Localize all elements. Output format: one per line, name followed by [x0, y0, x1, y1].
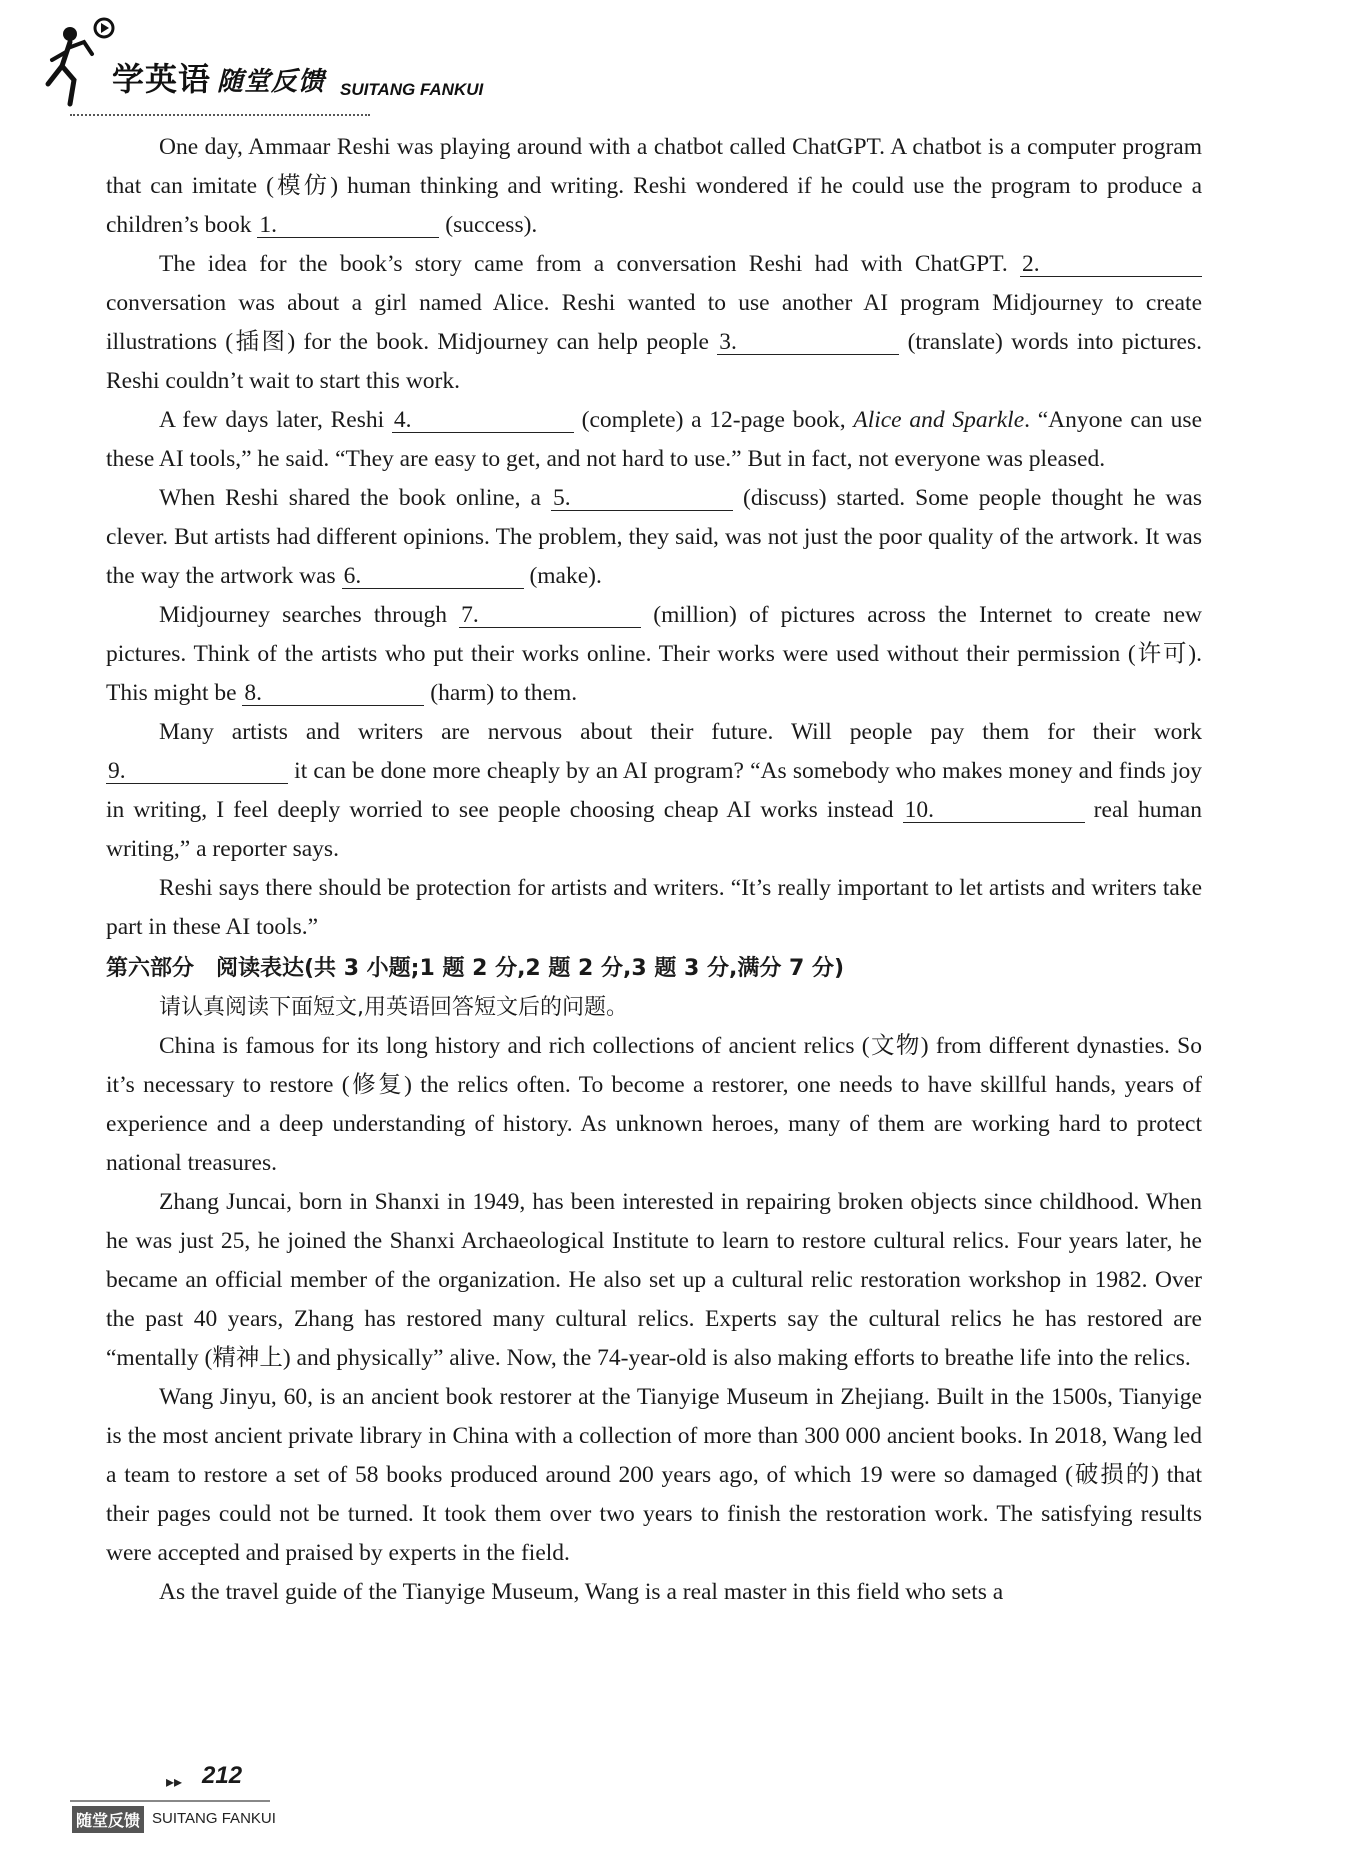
footer-label: SUITANG FANKUI [152, 1810, 276, 1827]
paragraph-text: When Reshi shared the book online, a [159, 485, 551, 511]
paragraph-text: A few days later, Reshi [159, 407, 392, 433]
paragraph-text: (harm) to them. [424, 680, 578, 706]
paragraph-text: it can be done more cheaply by an AI program? “As somebody who makes money and finds joy in writing, I feel deeply worried to see people choosing cheap AI works instead [106, 758, 1202, 823]
arrow-icon: ▸▸ [166, 1772, 183, 1791]
paragraph-text: . “Anyone can use these AI tools,” he said. “They are easy to get, and not hard to use.” But in fact, not everyone was pleased. [106, 407, 1202, 472]
reading-passage [106, 1027, 1202, 1612]
paragraph-text: (complete) a 12-page book, [573, 407, 854, 433]
paragraph-text: (translate) words into pictures. Reshi couldn’t wait to start this work. [106, 329, 1203, 394]
reading-paragraph: Wang Jinyu, 60, is an ancient book restorer at the Tianyige Museum in Zhejiang. Built in the 1500s, Tianyige is the most ancient private library in China with a collection of more than 300 000 ancient books. In 2018, Wang led a team to restore a set of 58 books produced around 200 years ago, of which 19 were so damaged (破损的) that their pages could not be turned. It took them over two years to finish the restoration work. The satisfying results were accepted and praised by experts in the field. [106, 1384, 1202, 1566]
reading-paragraph: China is famous for its long history and rich collections of ancient relics (文物) from different dynasties. So it’s necessary to restore (修复) the relics often. To become a restorer, one needs to have skillful hands, years of experience and a deep understanding of history. As unknown heroes, many of them are working hard to protect national treasures. [106, 1033, 1202, 1176]
header-title-cn [112, 54, 325, 100]
answer-blank[interactable]: 9. [106, 759, 288, 784]
cloze-paragraph [106, 869, 1202, 947]
paragraph-text: real human writing,” a reporter says. [106, 797, 1202, 862]
section-instruction: 请认真阅读下面短文,用英语回答短文后的问题。 [159, 995, 628, 1020]
paragraph-text: Midjourney searches through [159, 602, 460, 628]
footer-badge: 随堂反馈 [72, 1806, 144, 1833]
reading-paragraph: Zhang Juncai, born in Shanxi in 1949, has been interested in repairing broken objects since childhood. When he was just 25, he joined the Shanxi Archaeological Institute to learn to restore cultural relics. Four years later, he became an official member of the organization. He also set up a cultural relic restoration workshop in 1982. Over the past 40 years, Zhang has restored many cultural relics. Experts say the cultural relics he has restored are “mentally (精神上) and physically” alive. Now, the 74-year-old is also making efforts to breathe life into the relics. [106, 1189, 1202, 1371]
answer-blank[interactable]: 2. [1020, 252, 1202, 277]
paragraph-text: Many artists and writers are nervous about their future. Will people pay them for their work [159, 719, 1202, 745]
answer-blank[interactable]: 4. [392, 408, 574, 433]
page-content [106, 128, 1202, 1612]
header-title-en: SUITANG FANKUI [340, 80, 484, 99]
paragraph-text: (million) of pictures across the Internet to create new pictures. Think of the artists who put their works online. Their works were used without their permission (许可). This might be [106, 602, 1202, 706]
page-number: 212 [202, 1762, 243, 1789]
header-title-sub: 随堂反馈 [217, 67, 326, 97]
section-heading: 第六部分 阅读表达(共 3 小题;1 题 2 分,2 题 2 分,3 题 3 分,满分 7 分) [106, 956, 845, 981]
cloze-paragraph [106, 401, 1202, 479]
answer-blank[interactable]: 6. [342, 564, 524, 589]
paragraph-text: (make). [523, 563, 602, 589]
answer-blank[interactable]: 3. [717, 330, 899, 355]
cloze-paragraph [106, 479, 1202, 596]
reading-paragraph: As the travel guide of the Tianyige Museum, Wang is a real master in this field who sets a [159, 1579, 1004, 1605]
cloze-passage [106, 128, 1202, 947]
footer-divider [70, 1800, 270, 1802]
cloze-paragraph [106, 245, 1202, 401]
header-title-main: 学英语 [112, 60, 212, 98]
cloze-paragraph [106, 128, 1202, 245]
page-footer [70, 1760, 370, 1850]
answer-blank[interactable]: 5. [551, 486, 733, 511]
answer-blank[interactable]: 1. [257, 213, 439, 238]
paragraph-text: (discuss) started. Some people thought he was clever. But artists had different opinions. The problem, they said, was not just the poor quality of the artwork. It was the way the artwork was [106, 485, 1203, 589]
paragraph-text: conversation was about a girl named Alice. Reshi wanted to use another AI program Midjourney to create illustrations (插图) for the book. Midjourney can help people [106, 290, 1202, 355]
cloze-paragraph [106, 713, 1202, 869]
cloze-paragraph [106, 596, 1202, 713]
paragraph-text: The idea for the book’s story came from a conversation Reshi had with ChatGPT. [159, 251, 1020, 277]
answer-blank[interactable]: 10. [903, 798, 1085, 823]
page-header [40, 14, 560, 114]
paragraph-text: One day, Ammaar Reshi was playing around with a chatbot called ChatGPT. A chatbot is a computer program that can imitate (模仿) human thinking and writing. Reshi wondered if he could use the program to produce a children’s book [106, 134, 1202, 238]
paragraph-text: Alice and Sparkle [853, 407, 1025, 433]
header-divider [70, 114, 370, 116]
paragraph-text: (success). [439, 212, 538, 238]
paragraph-text: Reshi says there should be protection for artists and writers. “It’s really important to let artists and writers take part in these AI tools.” [106, 875, 1202, 940]
answer-blank[interactable]: 8. [242, 681, 424, 706]
answer-blank[interactable]: 7. [459, 603, 641, 628]
